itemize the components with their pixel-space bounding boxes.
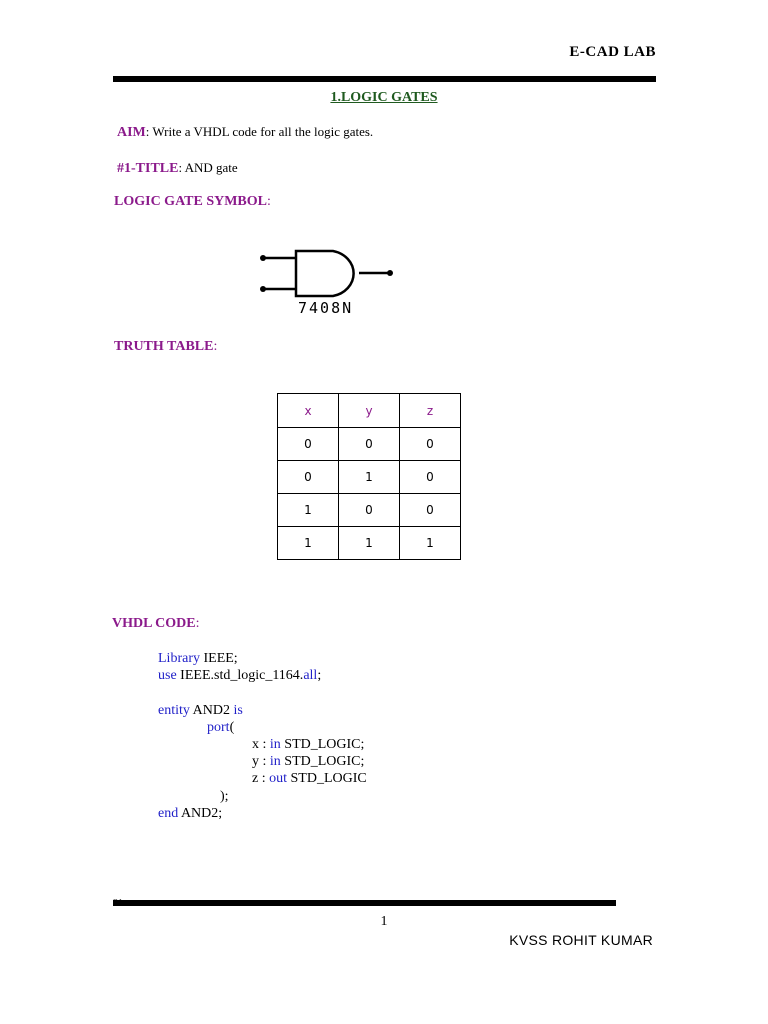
title-line bbox=[117, 160, 238, 177]
code-line bbox=[158, 736, 367, 753]
top-rule bbox=[113, 76, 656, 82]
code-line bbox=[158, 702, 367, 719]
code-line bbox=[158, 667, 367, 684]
table-row bbox=[278, 428, 461, 461]
table-cell: 0 bbox=[400, 428, 461, 461]
table-cell: 1 bbox=[339, 461, 400, 494]
section-label: TRUTH TABLE bbox=[114, 339, 214, 354]
logic-gate-symbol-heading bbox=[114, 194, 271, 210]
header-cell-z: z bbox=[400, 394, 461, 428]
table-row bbox=[278, 527, 461, 560]
table-cell: 0 bbox=[400, 461, 461, 494]
table-cell: 0 bbox=[400, 494, 461, 527]
code-keyword: is bbox=[233, 702, 243, 718]
code-line bbox=[158, 650, 367, 667]
code-blank-line bbox=[158, 684, 367, 701]
table-cell: 0 bbox=[278, 428, 339, 461]
code-line bbox=[158, 719, 367, 736]
code-text: STD_LOGIC bbox=[287, 771, 367, 787]
code-text: x : bbox=[252, 736, 270, 752]
code-line bbox=[158, 788, 367, 805]
truth-table bbox=[277, 393, 461, 560]
code-text: z : bbox=[252, 771, 270, 787]
table-row bbox=[278, 461, 461, 494]
code-text: STD_LOGIC; bbox=[280, 754, 365, 770]
code-keyword: Library bbox=[158, 651, 200, 666]
table-row bbox=[278, 494, 461, 527]
section-colon: : bbox=[213, 339, 218, 354]
lab-name-header: E-CAD LAB bbox=[569, 44, 656, 60]
code-text: IEEE; bbox=[199, 651, 238, 666]
code-keyword: end bbox=[158, 805, 179, 821]
code-keyword: in bbox=[269, 754, 281, 770]
and-gate-icon bbox=[255, 238, 405, 298]
code-text: IEEE.std_logic_1164. bbox=[176, 668, 304, 684]
gate-part-number: 7408N bbox=[298, 299, 354, 317]
bottom-rule bbox=[113, 900, 616, 906]
code-keyword: out bbox=[269, 771, 287, 787]
aim-line bbox=[117, 124, 373, 141]
header-cell-y: y bbox=[339, 394, 400, 428]
table-cell: 0 bbox=[278, 461, 339, 494]
table-cell: 0 bbox=[339, 494, 400, 527]
section-label: VHDL CODE bbox=[112, 616, 196, 631]
code-text: y : bbox=[252, 754, 270, 770]
title-sep: : bbox=[178, 160, 185, 175]
code-text: ; bbox=[317, 668, 322, 684]
vhdl-code-heading bbox=[112, 616, 200, 632]
aim-text: Write a VHDL code for all the logic gates. bbox=[152, 124, 374, 139]
page-number: 1 bbox=[380, 914, 388, 929]
title-text: AND gate bbox=[184, 160, 238, 175]
code-keyword: entity bbox=[158, 702, 190, 718]
code-text: STD_LOGIC; bbox=[280, 736, 365, 752]
vhdl-code-block bbox=[158, 650, 367, 822]
code-keyword: port bbox=[207, 719, 230, 735]
code-line bbox=[158, 805, 367, 822]
table-cell: 0 bbox=[339, 428, 400, 461]
header-cell-x: x bbox=[278, 394, 339, 428]
code-line bbox=[158, 770, 367, 787]
aim-sep: : bbox=[145, 124, 153, 139]
code-text: AND2; bbox=[178, 805, 223, 821]
code-text: ( bbox=[229, 719, 235, 735]
code-line bbox=[158, 753, 367, 770]
table-cell: 1 bbox=[400, 527, 461, 560]
table-cell: 1 bbox=[339, 527, 400, 560]
code-text: ); bbox=[220, 788, 229, 804]
title-label: #1-TITLE bbox=[117, 161, 179, 176]
table-cell: 1 bbox=[278, 527, 339, 560]
aim-label: AIM bbox=[117, 125, 146, 140]
code-keyword: all bbox=[303, 668, 318, 684]
author-name: KVSS ROHIT KUMAR bbox=[509, 932, 653, 948]
code-keyword: in bbox=[269, 736, 281, 752]
section-colon: : bbox=[195, 616, 200, 631]
code-keyword: use bbox=[158, 668, 177, 684]
table-cell: 1 bbox=[278, 494, 339, 527]
truth-table-heading bbox=[114, 339, 217, 355]
document-title: 1.LOGIC GATES bbox=[330, 90, 438, 105]
code-text: AND2 bbox=[189, 702, 234, 718]
section-colon: : bbox=[267, 194, 271, 209]
section-label: LOGIC GATE SYMBOL bbox=[114, 194, 267, 209]
truth-table-header-row bbox=[278, 394, 461, 428]
